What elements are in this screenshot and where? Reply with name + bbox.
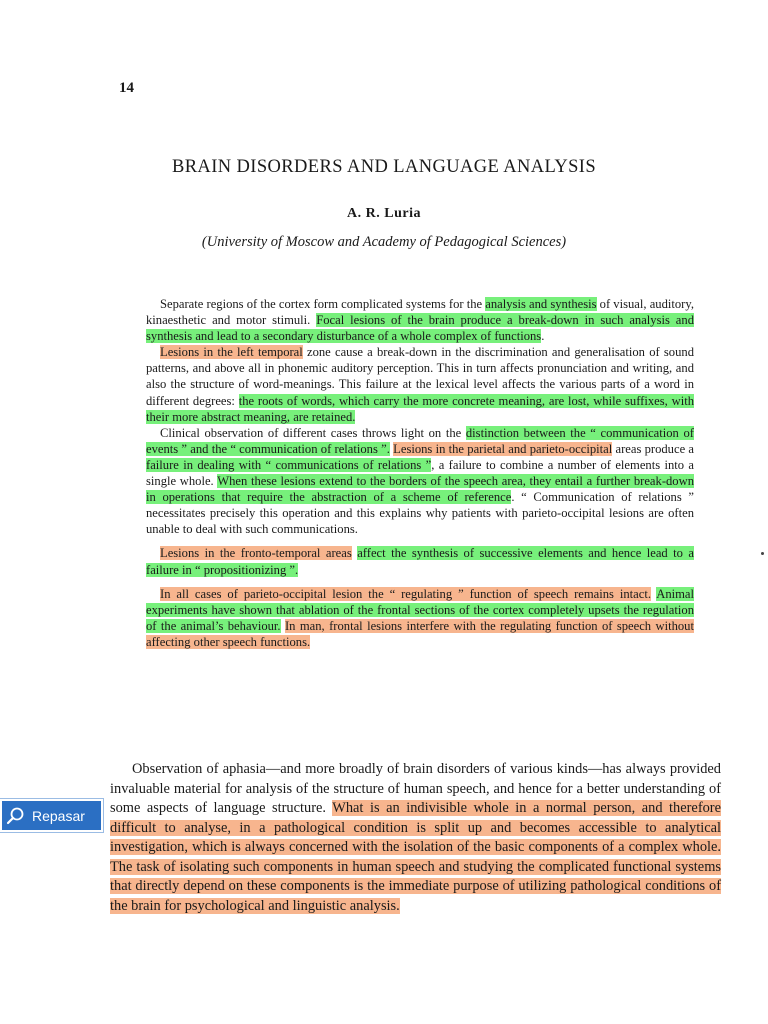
abstract-paragraph xyxy=(146,425,694,538)
highlight-orange: The task of isolating such components in human speech and studying the complicated functional systems that directly depend on these components is the immediate purpose of utilizing pathological conditions of the brain for psychological and linguistic analysis. xyxy=(110,858,721,914)
text-run: Separate regions of the cortex form complicated systems for the xyxy=(160,297,486,311)
highlight-orange: Lesions in the parietal and parieto-occipital xyxy=(393,441,613,456)
highlight-orange: Lesions in the left temporal xyxy=(160,345,303,360)
text-run: , a failure to combine a number of elements into a single whole. xyxy=(146,457,694,489)
page-number: 14 xyxy=(119,80,134,96)
page-title: BRAIN DISORDERS AND LANGUAGE ANALYSIS xyxy=(171,157,597,177)
author-affiliation: (University of Moscow and Academy of Pedagogical Sciences) xyxy=(201,234,567,250)
highlight-green: When these lesions extend to the borders of the speech area, they entail a further break-down in operations that require the abstraction of a scheme of reference xyxy=(146,474,695,505)
highlight-orange: In all cases of parieto-occipital lesion the “ regulating ” function of speech remains intact. xyxy=(160,586,651,601)
text-run: Observation of aphasia—and more broadly of brain disorders of various kinds—has always provided invaluable material for analysis of the structure of human speech, and hence for a better understanding of some aspects of language structure. xyxy=(110,761,721,816)
text-run: . xyxy=(541,329,545,344)
text-run: . “ Communication of relations ” necessitates precisely this operation and this explains why patients with parieto-occipital lesions are often unable to deal with such communications. xyxy=(146,490,694,537)
body-paragraph xyxy=(110,760,721,916)
highlight-green: the roots of words, which carry the more concrete meaning, are lost, while suffixes, with their more abstract meaning, are retained. xyxy=(146,393,694,424)
repasar-button[interactable] xyxy=(0,799,103,832)
repasar-label: Repasar xyxy=(32,807,85,824)
highlight-green: affect the synthesis of successive elements and hence lead to a failure in “ propositionizing ”. xyxy=(146,546,694,577)
highlight-green: analysis and synthesis xyxy=(485,297,597,311)
abstract-paragraph xyxy=(146,586,694,650)
margin-mark xyxy=(761,552,764,555)
highlight-orange: What is an indivisible whole in a normal person, and therefore difficult to analyse, in a pathological condition is split up and becomes accessible to analytical investigation, which is always concerned with the isolation of the basic components of a complex whole. xyxy=(110,800,721,855)
author-name: A. R. Luria xyxy=(347,206,421,221)
highlight-orange: Lesions in the xyxy=(160,546,241,561)
highlight-green: failure in dealing with “ communications of relations ” xyxy=(146,457,432,472)
highlight-green: distinction between the “ communication of events ” and the “ communication of relations ”. xyxy=(146,425,694,456)
abstract xyxy=(146,296,694,650)
text-run: zone cause a break-down in the discrimination and generalisation of sound patterns, and above all in phonemic auditory perception. This in turn affects pronunciation and writing, and also the structure of word-meanings. This failure at the lexical level affects the various parts of a word in different degrees: xyxy=(146,345,694,408)
text-run: Clinical observation of different cases throws light on the xyxy=(160,425,466,440)
text-run: of visual, auditory, kinaesthetic and motor stimuli. xyxy=(146,297,694,328)
highlight-orange: In man, frontal lesions interfere with the regulating function of speech without affecting other speech functions. xyxy=(146,618,694,649)
text-run: areas produce a xyxy=(612,441,695,456)
abstract-paragraph xyxy=(146,545,694,577)
abstract-paragraph xyxy=(146,296,694,344)
highlight-green: Animal experiments have shown that ablation of the frontal sections of the cortex completely upsets the regulation of the animal’s behaviour. xyxy=(146,586,694,633)
highlight-green: Focal lesions of the brain produce a break-down in such analysis and synthesis and lead to a secondary disturbance of a whole complex of functions xyxy=(146,313,694,344)
highlight-orange: fronto-temporal areas xyxy=(240,546,352,561)
search-icon xyxy=(6,806,26,826)
body-text xyxy=(110,760,721,916)
abstract-paragraph xyxy=(146,344,694,424)
